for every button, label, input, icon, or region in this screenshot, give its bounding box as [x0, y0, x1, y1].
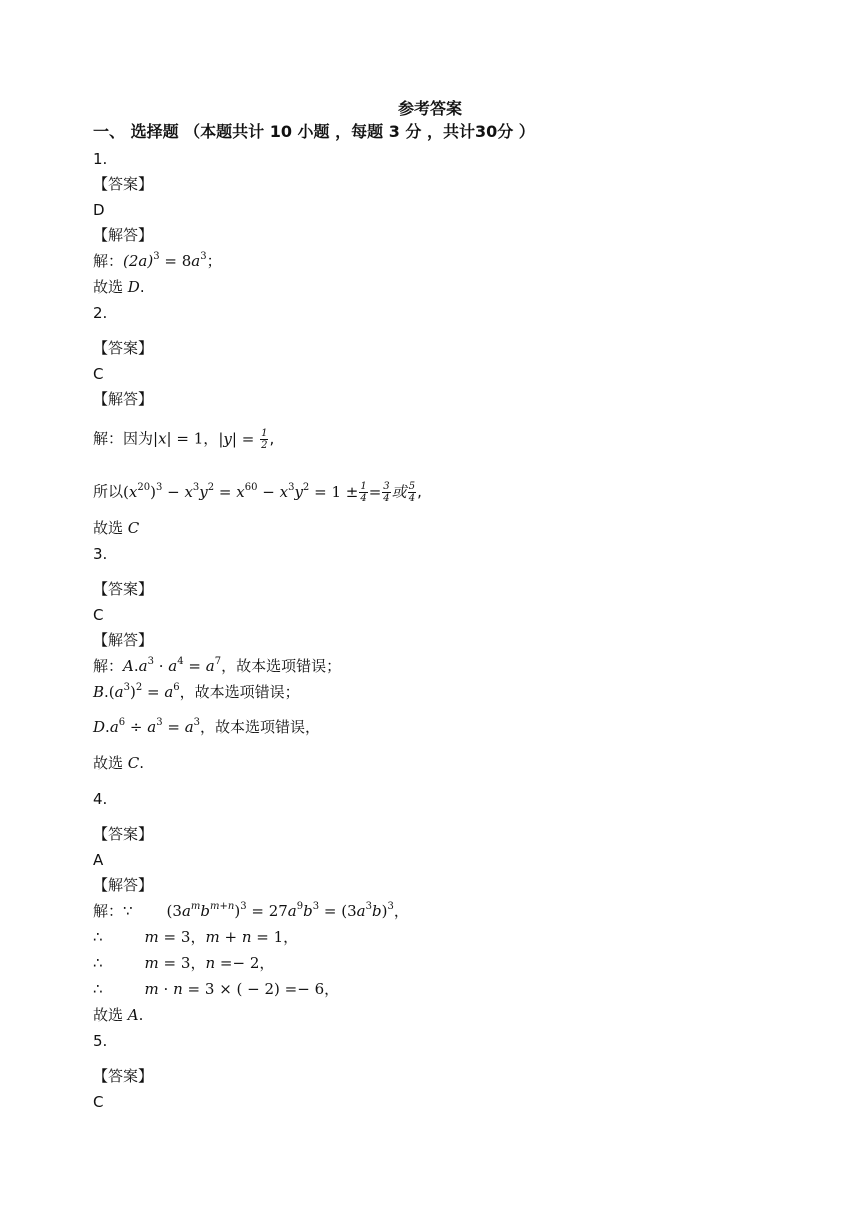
solution-line: 所以$(x^{20})^3 - x^3y^2 = x^{60} - x^3y^2 = 1$ ± $\frac{1}{4}$ = $\frac{3}{4}$ 或 $\frac{5}{4}$ ,	[93, 481, 422, 504]
math-expression: $A.a^3 \cdot a^4 = a^7$	[123, 656, 222, 675]
solution-label: 【解答】	[93, 226, 154, 244]
math-expression: m · n = 3 × ( − 2) =− 6	[144, 980, 325, 998]
answer-value: A	[93, 851, 104, 869]
solution-conclusion: 故选 D.	[93, 278, 145, 296]
math-expression: $(x^{20})^3 - x^3y^2 = x^{60} - x^3y^2 = 1$ ± $\frac{1}{4}$ = $\frac{3}{4}$ 或 $\frac{5}{4}$	[123, 481, 416, 504]
question-number: 2.	[93, 304, 108, 322]
solution-line: ∴ m = 3，n =− 2，	[93, 954, 275, 972]
section-heading: 一、 选择题 （本题共计 10 小题 ，每题 3 分 ，共计30分 ）	[93, 122, 535, 141]
solution-label: 【解答】	[93, 876, 154, 894]
answer-label: 【答案】	[93, 580, 154, 598]
answer-value: C	[93, 606, 104, 624]
solution-line: 解：因为|x| = 1，|y| = $\frac{1}{2}$ ,	[93, 428, 275, 451]
solution-line: ∴ m = 3，m + n = 1，	[93, 928, 299, 946]
question-number: 4.	[93, 790, 108, 808]
math-expression: m = 3	[144, 954, 191, 972]
solution-conclusion: 故选 A.	[93, 1006, 144, 1024]
question-number: 3.	[93, 545, 108, 563]
solution-line: $B.(a^3)^2 = a^6$，故本选项错误；	[93, 682, 300, 701]
answer-label: 【答案】	[93, 175, 154, 193]
solution-label: 【解答】	[93, 390, 154, 408]
solution-line: $D.a^6 \div a^3 = a^3$，故本选项错误，	[93, 717, 321, 736]
question-number: 5.	[93, 1032, 108, 1050]
math-expression: $D.a^6 \div a^3 = a^3$	[93, 717, 201, 736]
answer-label: 【答案】	[93, 1067, 154, 1085]
answer-value: D	[93, 201, 105, 219]
answer-value: C	[93, 1093, 104, 1111]
math-expression: $B.(a^3)^2 = a^6$	[93, 682, 180, 701]
solution-line: ∴ m · n = 3 × ( − 2) =− 6，	[93, 980, 340, 998]
answer-label: 【答案】	[93, 339, 154, 357]
math-expression: |x| = 1	[153, 429, 204, 448]
math-expression: $(3a^mb^{m+n})^3 = 27a^9b^3 = (3a^3b)^3$	[166, 901, 394, 920]
solution-conclusion: 故选 C.	[93, 754, 145, 772]
document-title: 参考答案	[397, 99, 462, 118]
solution-line: 解：∵ $(3a^mb^{m+n})^3 = 27a^9b^3 = (3a^3b)^3$，	[93, 901, 409, 920]
answer-label: 【答案】	[93, 825, 154, 843]
math-expression: m = 3	[144, 928, 191, 946]
answer-value: C	[93, 365, 104, 383]
solution-line: 解：$A.a^3 \cdot a^4 = a^7$，故本选项错误；	[93, 656, 342, 675]
question-number: 1.	[93, 150, 108, 168]
solution-label: 【解答】	[93, 631, 154, 649]
solution-conclusion: 故选 C	[93, 519, 140, 537]
math-expression: $(2a)^3 = 8a^3$	[123, 251, 207, 270]
solution-line: 解：$(2a)^3 = 8a^3$；	[93, 251, 222, 270]
